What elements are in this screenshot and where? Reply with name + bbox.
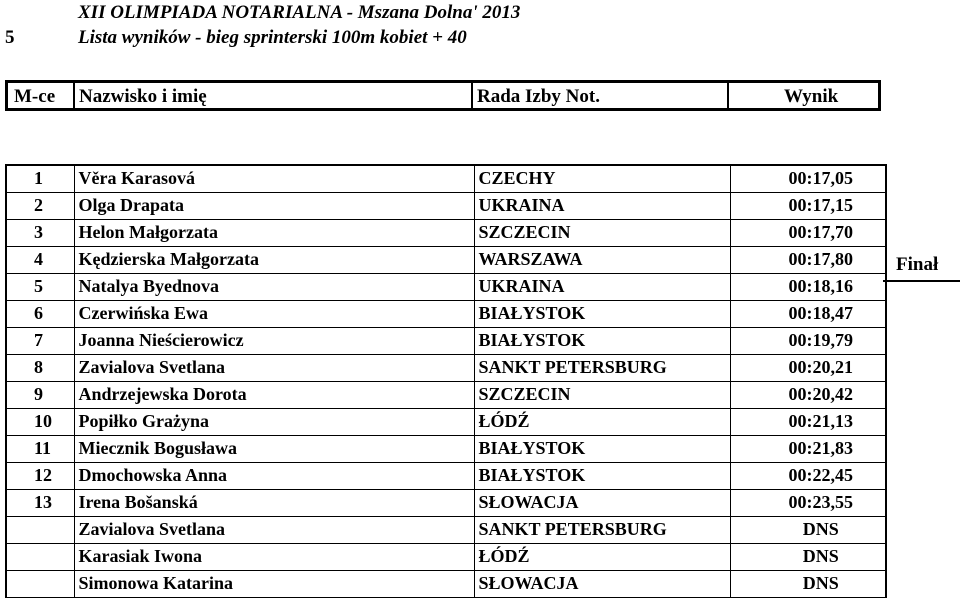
table-row [6, 570, 886, 597]
result-cell: 00:18,16 [730, 273, 886, 300]
table-row [6, 516, 886, 543]
chamber-cell: SANKT PETERSBURG [474, 354, 730, 381]
result-cell: 00:20,21 [730, 354, 886, 381]
name-cell: Natalya Byednova [74, 273, 474, 300]
name-cell: Kędzierska Małgorzata [74, 246, 474, 273]
name-cell: Irena Bošanská [74, 489, 474, 516]
table-row [6, 165, 886, 192]
name-cell: Dmochowska Anna [74, 462, 474, 489]
chamber-cell: BIAŁYSTOK [474, 300, 730, 327]
name-cell: Miecznik Bogusława [74, 435, 474, 462]
result-cell: 00:17,05 [730, 165, 886, 192]
event-number: 5 [5, 27, 15, 48]
table-row [6, 327, 886, 354]
chamber-cell: WARSZAWA [474, 246, 730, 273]
table-row [6, 246, 886, 273]
result-cell: 00:19,79 [730, 327, 886, 354]
place-cell: 7 [6, 327, 74, 354]
result-cell: 00:17,70 [730, 219, 886, 246]
result-cell: DNS [730, 516, 886, 543]
place-cell: 4 [6, 246, 74, 273]
results-table [5, 164, 887, 598]
header-name: Nazwisko i imię [79, 86, 207, 107]
place-cell [6, 543, 74, 570]
place-cell [6, 570, 74, 597]
table-row [6, 381, 886, 408]
place-cell: 13 [6, 489, 74, 516]
name-cell: Zavialova Svetlana [74, 354, 474, 381]
result-cell: 00:22,45 [730, 462, 886, 489]
place-cell: 3 [6, 219, 74, 246]
chamber-cell: BIAŁYSTOK [474, 327, 730, 354]
header-place: M-ce [14, 86, 56, 107]
place-cell: 12 [6, 462, 74, 489]
place-cell: 10 [6, 408, 74, 435]
place-cell: 2 [6, 192, 74, 219]
result-cell: 00:23,55 [730, 489, 886, 516]
table-row [6, 354, 886, 381]
result-cell: 00:21,13 [730, 408, 886, 435]
name-cell: Karasiak Iwona [74, 543, 474, 570]
chamber-cell: BIAŁYSTOK [474, 435, 730, 462]
header-result: Wynik [784, 86, 839, 107]
result-cell: 00:18,47 [730, 300, 886, 327]
table-row [6, 462, 886, 489]
place-cell: 11 [6, 435, 74, 462]
chamber-cell: CZECHY [474, 165, 730, 192]
final-label: Finał [896, 254, 939, 275]
result-cell: 00:21,83 [730, 435, 886, 462]
chamber-cell: UKRAINA [474, 192, 730, 219]
chamber-cell: ŁÓDŹ [474, 543, 730, 570]
chamber-cell: SZCZECIN [474, 219, 730, 246]
place-cell: 1 [6, 165, 74, 192]
place-cell [6, 516, 74, 543]
table-row [6, 273, 886, 300]
final-divider [883, 280, 960, 282]
name-cell: Olga Drapata [74, 192, 474, 219]
table-row [6, 300, 886, 327]
place-cell: 8 [6, 354, 74, 381]
chamber-cell: SANKT PETERSBURG [474, 516, 730, 543]
result-cell: 00:20,42 [730, 381, 886, 408]
chamber-cell: SŁOWACJA [474, 570, 730, 597]
name-cell: Popiłko Grażyna [74, 408, 474, 435]
result-cell: DNS [730, 543, 886, 570]
table-header [5, 80, 881, 111]
table-row [6, 219, 886, 246]
result-cell: DNS [730, 570, 886, 597]
place-cell: 9 [6, 381, 74, 408]
table-row [6, 435, 886, 462]
name-cell: Czerwińska Ewa [74, 300, 474, 327]
header-chamber: Rada Izby Not. [477, 86, 600, 107]
name-cell: Věra Karasová [74, 165, 474, 192]
chamber-cell: UKRAINA [474, 273, 730, 300]
result-cell: 00:17,15 [730, 192, 886, 219]
table-row [6, 489, 886, 516]
name-cell: Joanna Nieścierowicz [74, 327, 474, 354]
table-row [6, 192, 886, 219]
name-cell: Andrzejewska Dorota [74, 381, 474, 408]
place-cell: 5 [6, 273, 74, 300]
name-cell: Helon Małgorzata [74, 219, 474, 246]
table-row [6, 408, 886, 435]
page-title: XII OLIMPIADA NOTARIALNA - Mszana Dolna' 2013 [78, 2, 521, 23]
result-cell: 00:17,80 [730, 246, 886, 273]
page-subtitle: Lista wyników - bieg sprinterski 100m kobiet + 40 [78, 27, 467, 48]
place-cell: 6 [6, 300, 74, 327]
chamber-cell: BIAŁYSTOK [474, 462, 730, 489]
chamber-cell: SŁOWACJA [474, 489, 730, 516]
chamber-cell: SZCZECIN [474, 381, 730, 408]
name-cell: Simonowa Katarina [74, 570, 474, 597]
table-row [6, 543, 886, 570]
name-cell: Zavialova Svetlana [74, 516, 474, 543]
chamber-cell: ŁÓDŹ [474, 408, 730, 435]
